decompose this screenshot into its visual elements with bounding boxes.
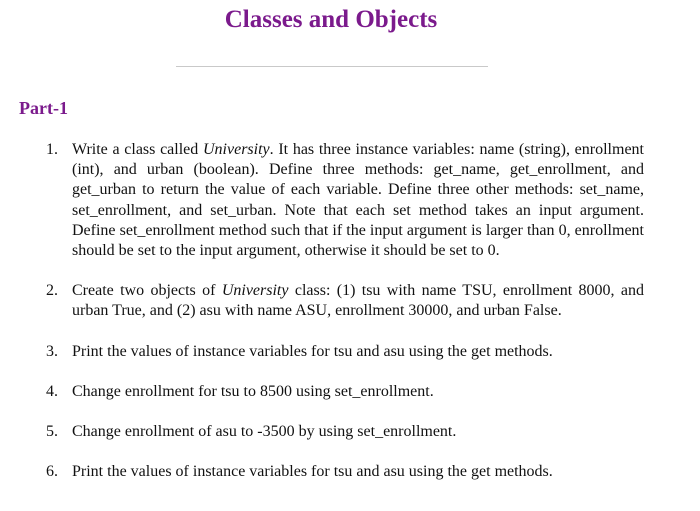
task-list bbox=[0, 140, 700, 502]
page-title: Classes and Objects bbox=[224, 6, 438, 33]
task-item-1 bbox=[0, 140, 700, 261]
task-item-6 bbox=[0, 462, 700, 482]
task-text-part: Create two objects of bbox=[72, 282, 222, 300]
task-text-part: Write a class called bbox=[72, 141, 203, 158]
task-item-2 bbox=[0, 281, 700, 321]
task-number: 2. bbox=[46, 282, 58, 300]
task-item-5 bbox=[0, 422, 700, 442]
task-number: 4. bbox=[46, 382, 58, 400]
part-heading: Part-1 bbox=[19, 98, 68, 118]
task-text: Print the values of instance variables for tsu and asu using the get methods. bbox=[72, 463, 553, 481]
task-text bbox=[72, 281, 644, 321]
task-text: Change enrollment for tsu to 8500 using set_enrollment. bbox=[72, 382, 434, 400]
task-text: Print the values of instance variables for tsu and asu using the get methods. bbox=[72, 342, 553, 360]
task-item-3 bbox=[0, 342, 700, 362]
task-number: 6. bbox=[46, 463, 58, 481]
task-text: Change enrollment of asu to -3500 by using set_enrollment. bbox=[72, 423, 457, 441]
task-number: 3. bbox=[46, 342, 58, 360]
task-number: 5. bbox=[46, 423, 58, 441]
task-item-4 bbox=[0, 382, 700, 402]
class-name-emphasis: University bbox=[202, 141, 270, 158]
title-divider bbox=[176, 66, 488, 67]
task-text bbox=[72, 140, 644, 261]
task-text-part: class: (1) tsu with name TSU, enrollment 8000, and urban True, and (2) asu with name ASU, enrollment 30000, and urban False. bbox=[72, 282, 644, 320]
class-name-emphasis: University bbox=[221, 282, 289, 300]
task-text-part: . It has three instance variables: name (string), enrollment (int), and urban (boolean). Define three methods: get_name, get_enrollment, and get_urban to return the value of each variable. Define three other methods: set_name, set_enrollment, and set_urban. Note that each set method takes an input argument. Define set_enrollment method such that if the input argument is larger than 0, enrollment should be set to the input argument, otherwise it should be set to 0. bbox=[72, 141, 644, 260]
task-number: 1. bbox=[46, 141, 58, 158]
